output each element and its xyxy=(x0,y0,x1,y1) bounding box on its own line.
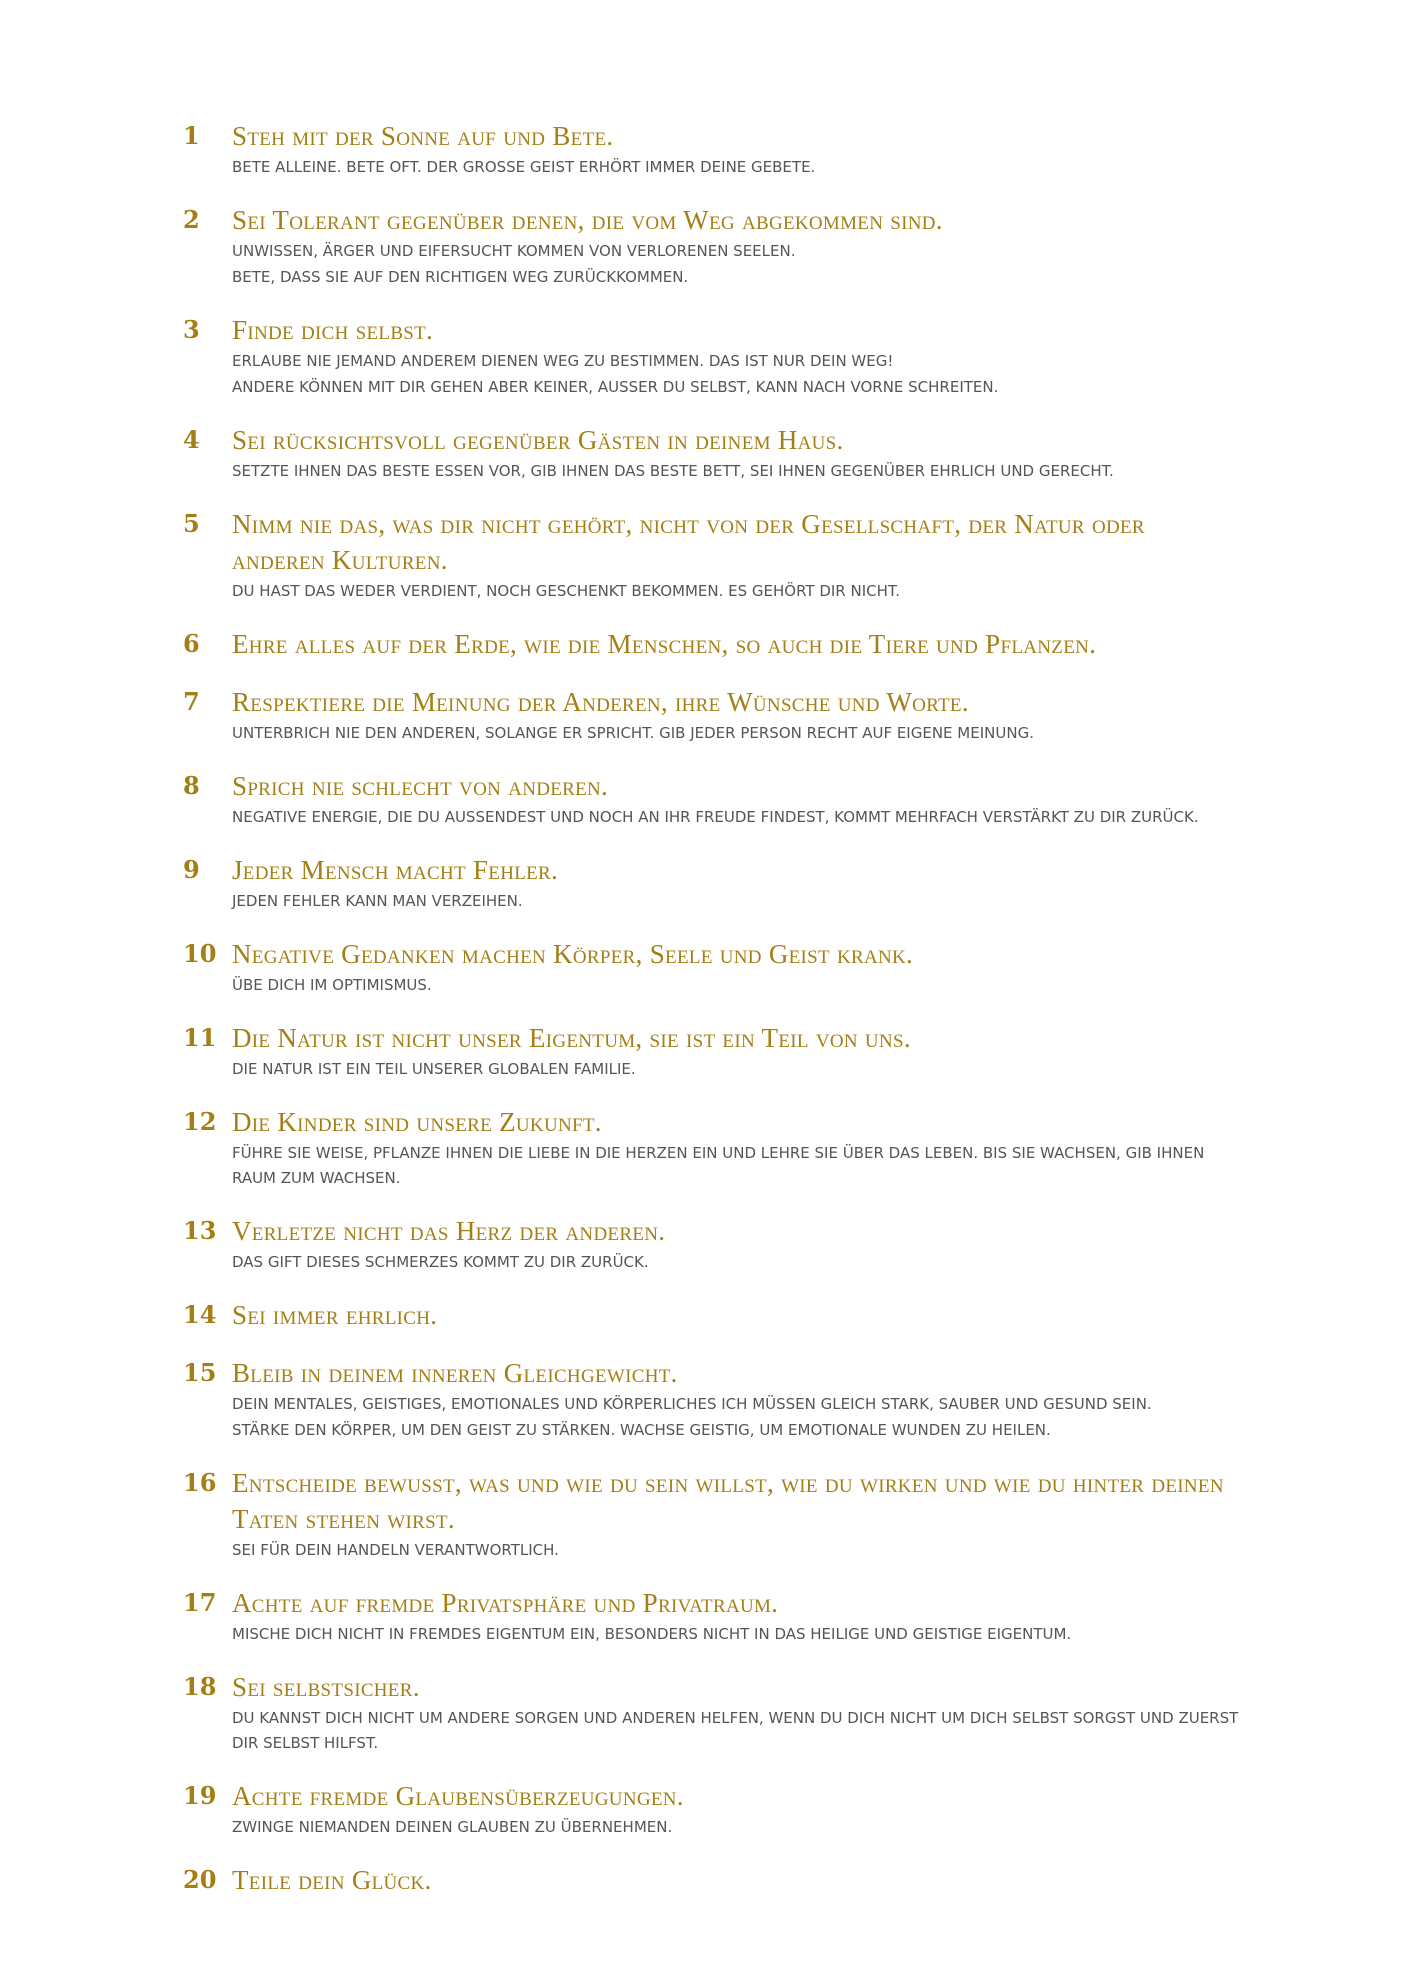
rule-item xyxy=(183,1862,1243,1898)
rule-title: Sei selbstsicher. xyxy=(232,1672,420,1702)
rule-detail-line: ZWINGE NIEMANDEN DEINEN GLAUBEN ZU ÜBERNEHMEN. xyxy=(232,1818,673,1836)
rule-item xyxy=(183,626,1243,662)
rule-detail-line: BETE, DASS SIE AUF DEN RICHTIGEN WEG ZURÜCKKOMMEN. xyxy=(232,268,689,286)
rule-detail-line: DEIN MENTALES, GEISTIGES, EMOTIONALES UND KÖRPERLICHES ICH MÜSSEN GLEICH STARK, SAUBER UND GESUND SEIN. xyxy=(232,1395,1152,1413)
rule-title: Steh mit der Sonne auf und Bete. xyxy=(232,121,614,151)
rule-body xyxy=(232,1862,1243,1898)
rule-title: Die Natur ist nicht unser Eigentum, sie ist ein Teil von uns. xyxy=(232,1023,911,1053)
rule-detail-line: DIE NATUR IST EIN TEIL UNSERER GLOBALEN FAMILIE. xyxy=(232,1060,636,1078)
rule-body xyxy=(232,768,1243,830)
rule-item xyxy=(183,1104,1243,1191)
rule-number: 4 xyxy=(183,425,200,454)
rule-body xyxy=(232,1213,1243,1275)
rule-number: 6 xyxy=(183,629,200,658)
rule-item xyxy=(183,422,1243,484)
rule-detail-line: SETZTE IHNEN DAS BESTE ESSEN VOR, GIB IHNEN DAS BESTE BETT, SEI IHNEN GEGENÜBER EHRLICH UND GERECHT. xyxy=(232,462,1114,480)
rule-body xyxy=(232,1585,1243,1647)
rule-number: 9 xyxy=(183,855,200,884)
rule-number: 18 xyxy=(183,1672,217,1701)
rule-number: 19 xyxy=(183,1781,217,1810)
rule-title: Sei Tolerant gegenüber denen, die vom Weg abgekommen sind. xyxy=(232,205,943,235)
rule-body xyxy=(232,1020,1243,1082)
rule-item xyxy=(183,1297,1243,1333)
rule-title: Bleib in deinem inneren Gleichgewicht. xyxy=(232,1358,678,1388)
rule-title: Finde dich selbst. xyxy=(232,315,434,345)
rule-body xyxy=(232,202,1243,290)
rule-detail-line: DU HAST DAS WEDER VERDIENT, NOCH GESCHENKT BEKOMMEN. ES GEHÖRT DIR NICHT. xyxy=(232,582,901,600)
rule-detail-line: UNWISSEN, ÄRGER UND EIFERSUCHT KOMMEN VON VERLORENEN SEELEN. xyxy=(232,242,796,260)
rule-title: Sei immer ehrlich. xyxy=(232,1300,438,1330)
rule-item xyxy=(183,1669,1243,1756)
rule-number: 5 xyxy=(183,509,200,538)
rule-title: Nimm nie das, was dir nicht gehört, nicht von der Gesellschaft, der Natur oder anderen Kulturen. xyxy=(232,509,1145,575)
rule-detail-line: DU KANNST DICH NICHT UM ANDERE SORGEN UND ANDEREN HELFEN, WENN DU DICH NICHT UM DICH SELBST SORGST UND ZUERST DIR SELBST HILFST. xyxy=(232,1709,1239,1752)
rule-item xyxy=(183,768,1243,830)
rule-title: Negative Gedanken machen Körper, Seele und Geist krank. xyxy=(232,939,914,969)
rule-title: Verletze nicht das Herz der anderen. xyxy=(232,1216,666,1246)
rule-number: 14 xyxy=(183,1300,217,1329)
rule-number: 16 xyxy=(183,1468,217,1497)
rule-item xyxy=(183,936,1243,998)
rule-body xyxy=(232,852,1243,914)
rule-body xyxy=(232,626,1243,662)
rule-title: Entscheide bewusst, was und wie du sein willst, wie du wirken und wie du hinter deinen Taten stehen wirst. xyxy=(232,1468,1224,1534)
rule-detail-line: MISCHE DICH NICHT IN FREMDES EIGENTUM EIN, BESONDERS NICHT IN DAS HEILIGE UND GEISTIGE EIGENTUM. xyxy=(232,1625,1072,1643)
rule-body xyxy=(232,1778,1243,1840)
rule-number: 2 xyxy=(183,205,200,234)
rule-number: 7 xyxy=(183,687,200,716)
rule-item xyxy=(183,1020,1243,1082)
rule-body xyxy=(232,1297,1243,1333)
rule-detail-line: FÜHRE SIE WEISE, PFLANZE IHNEN DIE LIEBE IN DIE HERZEN EIN UND LEHRE SIE ÜBER DAS LEBEN. BIS SIE WACHSEN, GIB IHNEN RAUM ZUM WACHSEN. xyxy=(232,1144,1205,1187)
rule-number: 12 xyxy=(183,1107,217,1136)
rule-body xyxy=(232,1465,1243,1563)
rule-item xyxy=(183,1585,1243,1647)
rule-item xyxy=(183,1213,1243,1275)
rule-title: Sprich nie schlecht von anderen. xyxy=(232,771,609,801)
rule-number: 15 xyxy=(183,1358,217,1387)
rule-item xyxy=(183,312,1243,400)
rule-detail-line: ÜBE DICH IM OPTIMISMUS. xyxy=(232,976,432,994)
rule-title: Achte fremde Glaubensüberzeugungen. xyxy=(232,1781,684,1811)
rule-number: 1 xyxy=(183,121,200,150)
rule-body xyxy=(232,312,1243,400)
rule-item xyxy=(183,684,1243,746)
rule-detail-line: JEDEN FEHLER KANN MAN VERZEIHEN. xyxy=(232,892,523,910)
rule-title: Respektiere die Meinung der Anderen, ihre Wünsche und Worte. xyxy=(232,687,969,717)
rule-detail-line: ERLAUBE NIE JEMAND ANDEREM DIENEN WEG ZU BESTIMMEN. DAS IST NUR DEIN WEG! xyxy=(232,352,894,370)
rule-number: 3 xyxy=(183,315,200,344)
rule-title: Ehre alles auf der Erde, wie die Menschen, so auch die Tiere und Pflanzen. xyxy=(232,629,1097,659)
rule-title: Teile dein Glück. xyxy=(232,1865,432,1895)
rule-item xyxy=(183,1778,1243,1840)
rule-item xyxy=(183,118,1243,180)
rule-number: 10 xyxy=(183,939,217,968)
rule-body xyxy=(232,422,1243,484)
rule-body xyxy=(232,1669,1243,1756)
rule-body xyxy=(232,1104,1243,1191)
rule-item xyxy=(183,1355,1243,1443)
rules-list xyxy=(183,118,1243,1920)
rule-body xyxy=(232,118,1243,180)
rule-detail-line: UNTERBRICH NIE DEN ANDEREN, SOLANGE ER SPRICHT. GIB JEDER PERSON RECHT AUF EIGENE MEINUNG. xyxy=(232,724,1034,742)
rule-number: 8 xyxy=(183,771,200,800)
rule-title: Jeder Mensch macht Fehler. xyxy=(232,855,559,885)
rule-detail-line: BETE ALLEINE. BETE OFT. DER GROSSE GEIST ERHÖRT IMMER DEINE GEBETE. xyxy=(232,158,816,176)
rule-title: Sei rücksichtsvoll gegenüber Gästen in deinem Haus. xyxy=(232,425,844,455)
rule-body xyxy=(232,506,1243,604)
rule-item xyxy=(183,1465,1243,1563)
rule-number: 13 xyxy=(183,1216,217,1245)
rule-detail-line: SEI FÜR DEIN HANDELN VERANTWORTLICH. xyxy=(232,1541,559,1559)
rule-title: Achte auf fremde Privatsphäre und Privatraum. xyxy=(232,1588,779,1618)
rule-item xyxy=(183,506,1243,604)
rule-number: 11 xyxy=(183,1023,217,1052)
rule-number: 17 xyxy=(183,1588,217,1617)
rule-body xyxy=(232,936,1243,998)
rule-item xyxy=(183,852,1243,914)
rule-body xyxy=(232,1355,1243,1443)
rule-title: Die Kinder sind unsere Zukunft. xyxy=(232,1107,602,1137)
rule-detail-line: DAS GIFT DIESES SCHMERZES KOMMT ZU DIR ZURÜCK. xyxy=(232,1253,649,1271)
rule-item xyxy=(183,202,1243,290)
rule-detail-line: ANDERE KÖNNEN MIT DIR GEHEN ABER KEINER, AUSSER DU SELBST, KANN NACH VORNE SCHREITEN. xyxy=(232,378,999,396)
rule-number: 20 xyxy=(183,1865,217,1894)
rule-detail-line: NEGATIVE ENERGIE, DIE DU AUSSENDEST UND NOCH AN IHR FREUDE FINDEST, KOMMT MEHRFACH VERSTÄRKT ZU DIR ZURÜCK. xyxy=(232,808,1199,826)
rule-body xyxy=(232,684,1243,746)
rule-detail-line: STÄRKE DEN KÖRPER, UM DEN GEIST ZU STÄRKEN. WACHSE GEISTIG, UM EMOTIONALE WUNDEN ZU HEILEN. xyxy=(232,1421,1051,1439)
